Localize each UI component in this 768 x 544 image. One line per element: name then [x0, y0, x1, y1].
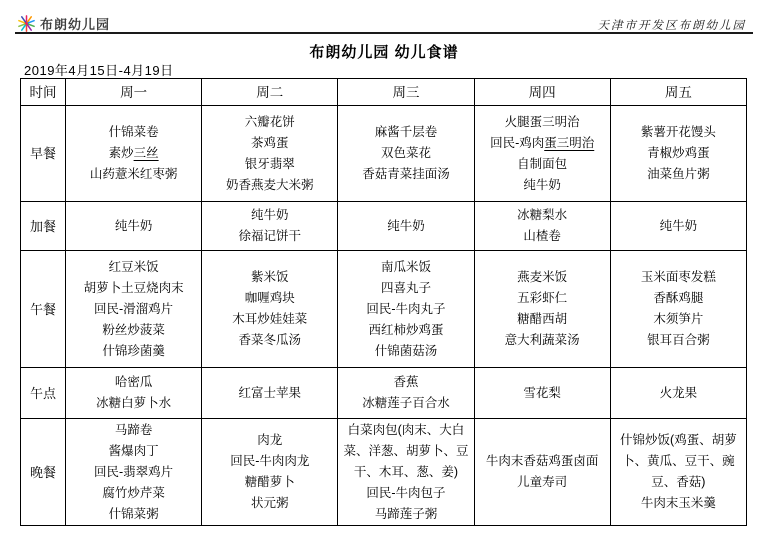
menu-item: 胡萝卜土豆烧肉末 — [83, 280, 184, 295]
menu-item: 腐竹炒芹菜 — [102, 485, 165, 500]
date-range: 2019年4月15日-4月19日 — [24, 63, 174, 78]
table-header-row — [21, 79, 747, 106]
menu-item: 糖醋萝卜 — [244, 475, 295, 489]
menu-cell-4-4 — [610, 419, 746, 526]
menu-item: 六瓣花饼 — [244, 114, 295, 129]
menu-item: 儿童寿司 — [517, 475, 568, 489]
menu-item: 马蹄莲子粥 — [374, 506, 438, 521]
menu-cell-3-0 — [66, 368, 202, 419]
menu-cell-2-1 — [202, 251, 338, 368]
menu-item: 香蕉 — [393, 375, 419, 389]
menu-item: 山楂卷 — [523, 229, 561, 243]
row-label: 午餐 — [21, 251, 66, 368]
menu-item: 香菜冬瓜汤 — [238, 333, 302, 347]
menu-item: 红富士苹果 — [238, 385, 302, 400]
menu-cell-2-4 — [610, 251, 746, 368]
menu-item: 自制面包 — [517, 156, 568, 171]
menu-item: 奶香燕麦大米粥 — [226, 177, 314, 192]
menu-item: 什锦菜卷 — [108, 125, 159, 139]
row-label: 早餐 — [21, 106, 66, 202]
menu-row-1 — [21, 202, 747, 251]
menu-item: 木须笋片 — [653, 312, 704, 326]
menu-row-0 — [21, 106, 747, 202]
menu-item: 什锦炒饭(鸡蛋、胡萝卜、黄瓜、豆干、豌豆、香菇) — [620, 433, 737, 489]
menu-cell-4-0 — [66, 419, 202, 526]
menu-cell-1-3 — [474, 202, 610, 251]
menu-item: 紫薯开花馒头 — [640, 125, 716, 139]
menu-item: 雪花梨 — [523, 385, 561, 400]
menu-item: 银牙翡翠 — [244, 156, 295, 171]
menu-cell-2-2 — [338, 251, 474, 368]
menu-item: 茶鸡蛋 — [251, 135, 289, 150]
menu-row-2 — [21, 251, 747, 368]
menu-row-3 — [21, 368, 747, 419]
underlined-text: 蛋三明治 — [544, 135, 595, 150]
menu-item: 马蹄卷 — [114, 422, 153, 437]
menu-item: 四喜丸子 — [380, 280, 431, 295]
menu-item: 什锦菌菇汤 — [374, 343, 438, 358]
menu-item: 五彩虾仁 — [517, 291, 568, 305]
menu-item: 素炒三丝 — [108, 146, 159, 160]
menu-cell-0-1 — [202, 106, 338, 202]
menu-cell-2-0 — [66, 251, 202, 368]
menu-item: 火龙果 — [659, 385, 698, 400]
menu-row-4 — [21, 419, 747, 526]
logo-text: 布朗幼儿园 — [40, 17, 111, 32]
menu-item: 回民-鸡肉蛋三明治 — [490, 135, 595, 150]
menu-item: 回民-牛肉肉龙 — [230, 454, 310, 468]
menu-item: 青椒炒鸡蛋 — [647, 146, 710, 160]
menu-item: 意大利蔬菜汤 — [504, 333, 580, 347]
menu-item: 咖喱鸡块 — [244, 291, 295, 305]
menu-item: 火腿蛋三明治 — [504, 114, 580, 129]
row-label: 晚餐 — [21, 419, 66, 526]
menu-item: 双色菜花 — [380, 146, 431, 160]
menu-item: 糖醋西胡 — [517, 312, 568, 326]
menu-item: 纯牛奶 — [251, 208, 289, 222]
column-header-3: 周三 — [338, 79, 474, 106]
menu-item: 什锦菜粥 — [108, 506, 159, 521]
menu-item: 燕麦米饭 — [517, 270, 568, 284]
page-title: 布朗幼儿园 幼儿食谱 — [309, 44, 459, 61]
menu-item: 油菜鱼片粥 — [647, 167, 710, 181]
column-header-0: 时间 — [21, 79, 66, 106]
menu-item: 玉米面枣发糕 — [640, 270, 716, 284]
menu-item: 粉丝炒菠菜 — [102, 322, 165, 337]
menu-item: 酱爆肉丁 — [108, 443, 159, 458]
kindergarten-logo — [17, 14, 110, 33]
menu-cell-1-0 — [66, 202, 202, 251]
corner-text: 天津市开发区布朗幼儿园 — [597, 20, 746, 32]
menu-cell-4-1 — [202, 419, 338, 526]
menu-cell-0-3 — [474, 106, 610, 202]
menu-item: 牛肉末香菇鸡蛋卤面 — [485, 454, 599, 468]
row-label: 加餐 — [21, 202, 66, 251]
menu-item: 山药薏米红枣粥 — [89, 167, 178, 181]
menu-item: 冰糖梨水 — [517, 208, 568, 222]
menu-item: 纯牛奶 — [387, 218, 425, 233]
menu-item: 香菇青菜挂面汤 — [362, 167, 450, 181]
menu-item: 回民-滑溜鸡片 — [94, 301, 174, 316]
menu-item: 哈密瓜 — [114, 375, 153, 389]
menu-cell-1-4 — [610, 202, 746, 251]
menu-item: 徐福记饼干 — [238, 229, 302, 243]
menu-item: 肉龙 — [257, 433, 283, 447]
column-header-2: 周二 — [202, 79, 338, 106]
menu-item: 麻酱千层卷 — [374, 125, 438, 139]
underlined-text: 三丝 — [133, 146, 159, 160]
header-rule — [15, 32, 753, 34]
menu-item: 紫米饭 — [251, 270, 289, 284]
menu-cell-1-2 — [338, 202, 474, 251]
menu-cell-3-2 — [338, 368, 474, 419]
menu-cell-1-1 — [202, 202, 338, 251]
menu-cell-0-4 — [610, 106, 746, 202]
menu-cell-0-2 — [338, 106, 474, 202]
menu-cell-4-2 — [338, 419, 474, 526]
menu-item: 回民-翡翠鸡片 — [94, 464, 174, 479]
menu-cell-2-3 — [474, 251, 610, 368]
menu-item: 木耳炒娃娃菜 — [232, 312, 308, 326]
menu-cell-3-1 — [202, 368, 338, 419]
menu-item: 南瓜米饭 — [380, 259, 431, 274]
menu-cell-3-3 — [474, 368, 610, 419]
column-header-5: 周五 — [610, 79, 746, 106]
menu-item: 西红柿炒鸡蛋 — [368, 322, 444, 337]
confetti-logo-icon — [17, 14, 36, 33]
menu-cell-4-3 — [474, 419, 610, 526]
menu-item: 香酥鸡腿 — [653, 291, 704, 305]
menu-item: 纯牛奶 — [523, 177, 561, 192]
menu-item: 回民-牛肉包子 — [366, 485, 446, 500]
menu-item: 牛肉末玉米羹 — [640, 496, 716, 510]
menu-item: 冰糖白萝卜水 — [96, 396, 172, 410]
menu-item: 什锦珍菌羹 — [102, 343, 165, 358]
menu-item: 状元粥 — [251, 496, 289, 510]
row-label: 午点 — [21, 368, 66, 419]
menu-table — [20, 78, 747, 526]
menu-item: 红豆米饭 — [108, 259, 159, 274]
column-header-4: 周四 — [474, 79, 610, 106]
menu-item: 纯牛奶 — [114, 218, 153, 233]
menu-item: 纯牛奶 — [659, 218, 698, 233]
menu-item: 银耳百合粥 — [647, 333, 710, 347]
menu-cell-0-0 — [66, 106, 202, 202]
menu-item: 白菜肉包(肉末、大白菜、洋葱、胡萝卜、豆干、木耳、葱、姜) — [343, 422, 469, 479]
menu-item: 冰糖莲子百合水 — [362, 396, 450, 410]
menu-item: 回民-牛肉丸子 — [366, 301, 446, 316]
column-header-1: 周一 — [66, 79, 202, 106]
menu-cell-3-4 — [610, 368, 746, 419]
